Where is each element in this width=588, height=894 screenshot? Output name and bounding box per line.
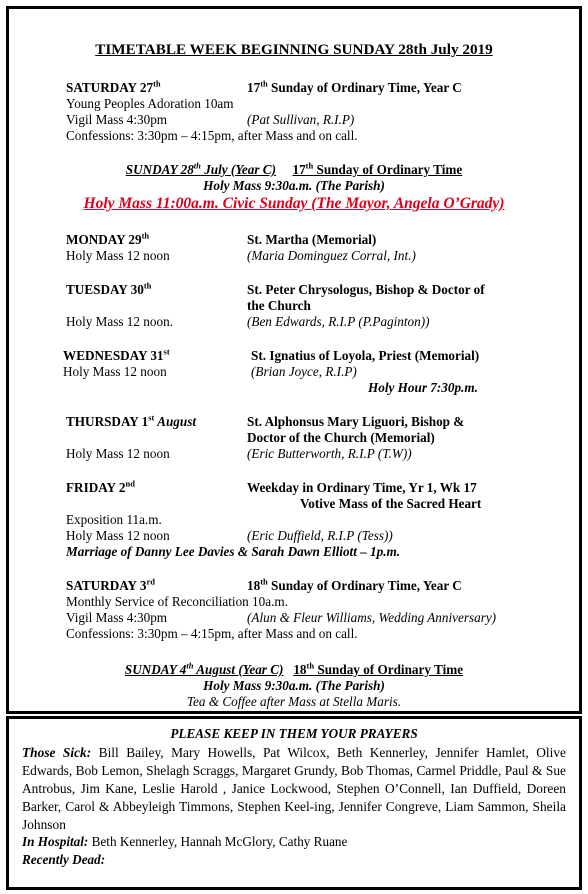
sick-list: Those Sick: Bill Bailey, Mary Howells, Pat Wilcox, Beth Kennerley, Jennifer Hamlet, Olive Edwards, Bob Lemon, Shelagh Scraggs, Margaret Grundy, Bob Thomas, Carmel Priddle, Paul & Sue Antrobus, Jim Kane, Leslie Harold , Janice Lockwood, Stephen O’Connell, Ian Duffield, Doreen Barker, Carol & Abbeyleigh Timmons, Stephen Keel-ing, Jennifer Congreve, Liam Sammon, Sheila Johnson bbox=[22, 745, 566, 832]
adoration-line: Young Peoples Adoration 10am bbox=[66, 96, 234, 111]
sunday4-mass: Holy Mass 9:30a.m. (The Parish) bbox=[203, 678, 385, 693]
intention-sat27: (Pat Sullivan, R.I.P) bbox=[247, 112, 355, 127]
tea-coffee-notice: Tea & Coffee after Mass at Stella Maris. bbox=[186, 694, 402, 709]
day-heading-mon29: MONDAY 29th bbox=[66, 230, 150, 247]
mass-wed31: Holy Mass 12 noon bbox=[63, 364, 167, 379]
mass-mon29: Holy Mass 12 noon bbox=[66, 248, 170, 263]
hospital-list: In Hospital: Beth Kennerley, Hannah McGlory, Cathy Ruane bbox=[22, 834, 348, 849]
feast-tue30-line2: the Church bbox=[247, 298, 311, 313]
feast-thu1-line2: Doctor of the Church (Memorial) bbox=[247, 430, 435, 445]
reconciliation-line: Monthly Service of Reconciliation 10a.m. bbox=[66, 594, 288, 609]
feast-tue30-line1: St. Peter Chrysologus, Bishop & Doctor of bbox=[247, 282, 485, 297]
holy-hour: Holy Hour 7:30p.m. bbox=[368, 380, 478, 395]
day-heading-sat3: SATURDAY 3rd bbox=[66, 576, 155, 593]
intention-thu1: (Eric Butterworth, R.I.P (T.W)) bbox=[247, 446, 412, 461]
intention-sat3: (Alun & Fleur Williams, Wedding Anniversary) bbox=[247, 610, 497, 625]
mass-thu1: Holy Mass 12 noon bbox=[66, 446, 170, 461]
civic-sunday-mass: Holy Mass 11:00a.m. Civic Sunday (The Mayor, Angela O’Grady) bbox=[83, 195, 505, 212]
intention-tue30: (Ben Edwards, R.I.P (P.Paginton)) bbox=[247, 314, 430, 329]
day-heading-fri2: FRIDAY 2nd bbox=[66, 478, 135, 495]
confessions-sat27: Confessions: 3:30pm – 4:15pm, after Mass and on call. bbox=[66, 128, 358, 143]
intention-wed31: (Brian Joyce, R.I.P) bbox=[251, 364, 357, 379]
feast-mon29: St. Martha (Memorial) bbox=[247, 232, 377, 247]
prayers-heading: PLEASE KEEP IN THEM YOUR PRAYERS bbox=[170, 726, 418, 741]
recently-dead-label: Recently Dead: bbox=[22, 852, 106, 867]
sunday28-mass: Holy Mass 9:30a.m. (The Parish) bbox=[203, 178, 385, 193]
intention-fri2: (Eric Duffield, R.I.P (Tess)) bbox=[247, 528, 393, 543]
day-heading-tue30: TUESDAY 30th bbox=[66, 280, 152, 297]
confessions-sat3: Confessions: 3:30pm – 4:15pm, after Mass and on call. bbox=[66, 626, 358, 641]
mass-fri2: Holy Mass 12 noon bbox=[66, 528, 170, 543]
feast-fri2-line2: Votive Mass of the Sacred Heart bbox=[300, 496, 482, 511]
sunday4-heading: SUNDAY 4th August (Year C) 18th Sunday of Ordinary Time bbox=[124, 660, 464, 677]
intention-mon29: (Maria Dominguez Corral, Int.) bbox=[247, 248, 416, 263]
vigil-mass-sat27: Vigil Mass 4:30pm bbox=[66, 112, 168, 127]
day-heading-sat27: SATURDAY 27th bbox=[66, 78, 161, 95]
feast-sat27: 17th Sunday of Ordinary Time, Year C bbox=[247, 78, 462, 95]
day-heading-thu1: THURSDAY 1st August bbox=[66, 412, 197, 429]
vigil-mass-sat3: Vigil Mass 4:30pm bbox=[66, 610, 168, 625]
day-heading-wed31: WEDNESDAY 31st bbox=[63, 346, 170, 363]
exposition-fri2: Exposition 11a.m. bbox=[66, 512, 162, 527]
sunday28-heading: SUNDAY 28th July (Year C) 17th Sunday of Ordinary Time bbox=[125, 160, 463, 177]
feast-thu1-line1: St. Alphonsus Mary Liguori, Bishop & bbox=[247, 414, 465, 429]
marriage-notice: Marriage of Danny Lee Davies & Sarah Dawn Elliott – 1p.m. bbox=[66, 544, 401, 559]
feast-fri2-line1: Weekday in Ordinary Time, Yr 1, Wk 17 bbox=[247, 480, 477, 495]
feast-wed31: St. Ignatius of Loyola, Priest (Memorial) bbox=[251, 348, 480, 363]
page-title: TIMETABLE WEEK BEGINNING SUNDAY 28th July 2019 bbox=[95, 41, 493, 58]
feast-sat3: 18th Sunday of Ordinary Time, Year C bbox=[247, 576, 462, 593]
mass-tue30: Holy Mass 12 noon. bbox=[66, 314, 173, 329]
